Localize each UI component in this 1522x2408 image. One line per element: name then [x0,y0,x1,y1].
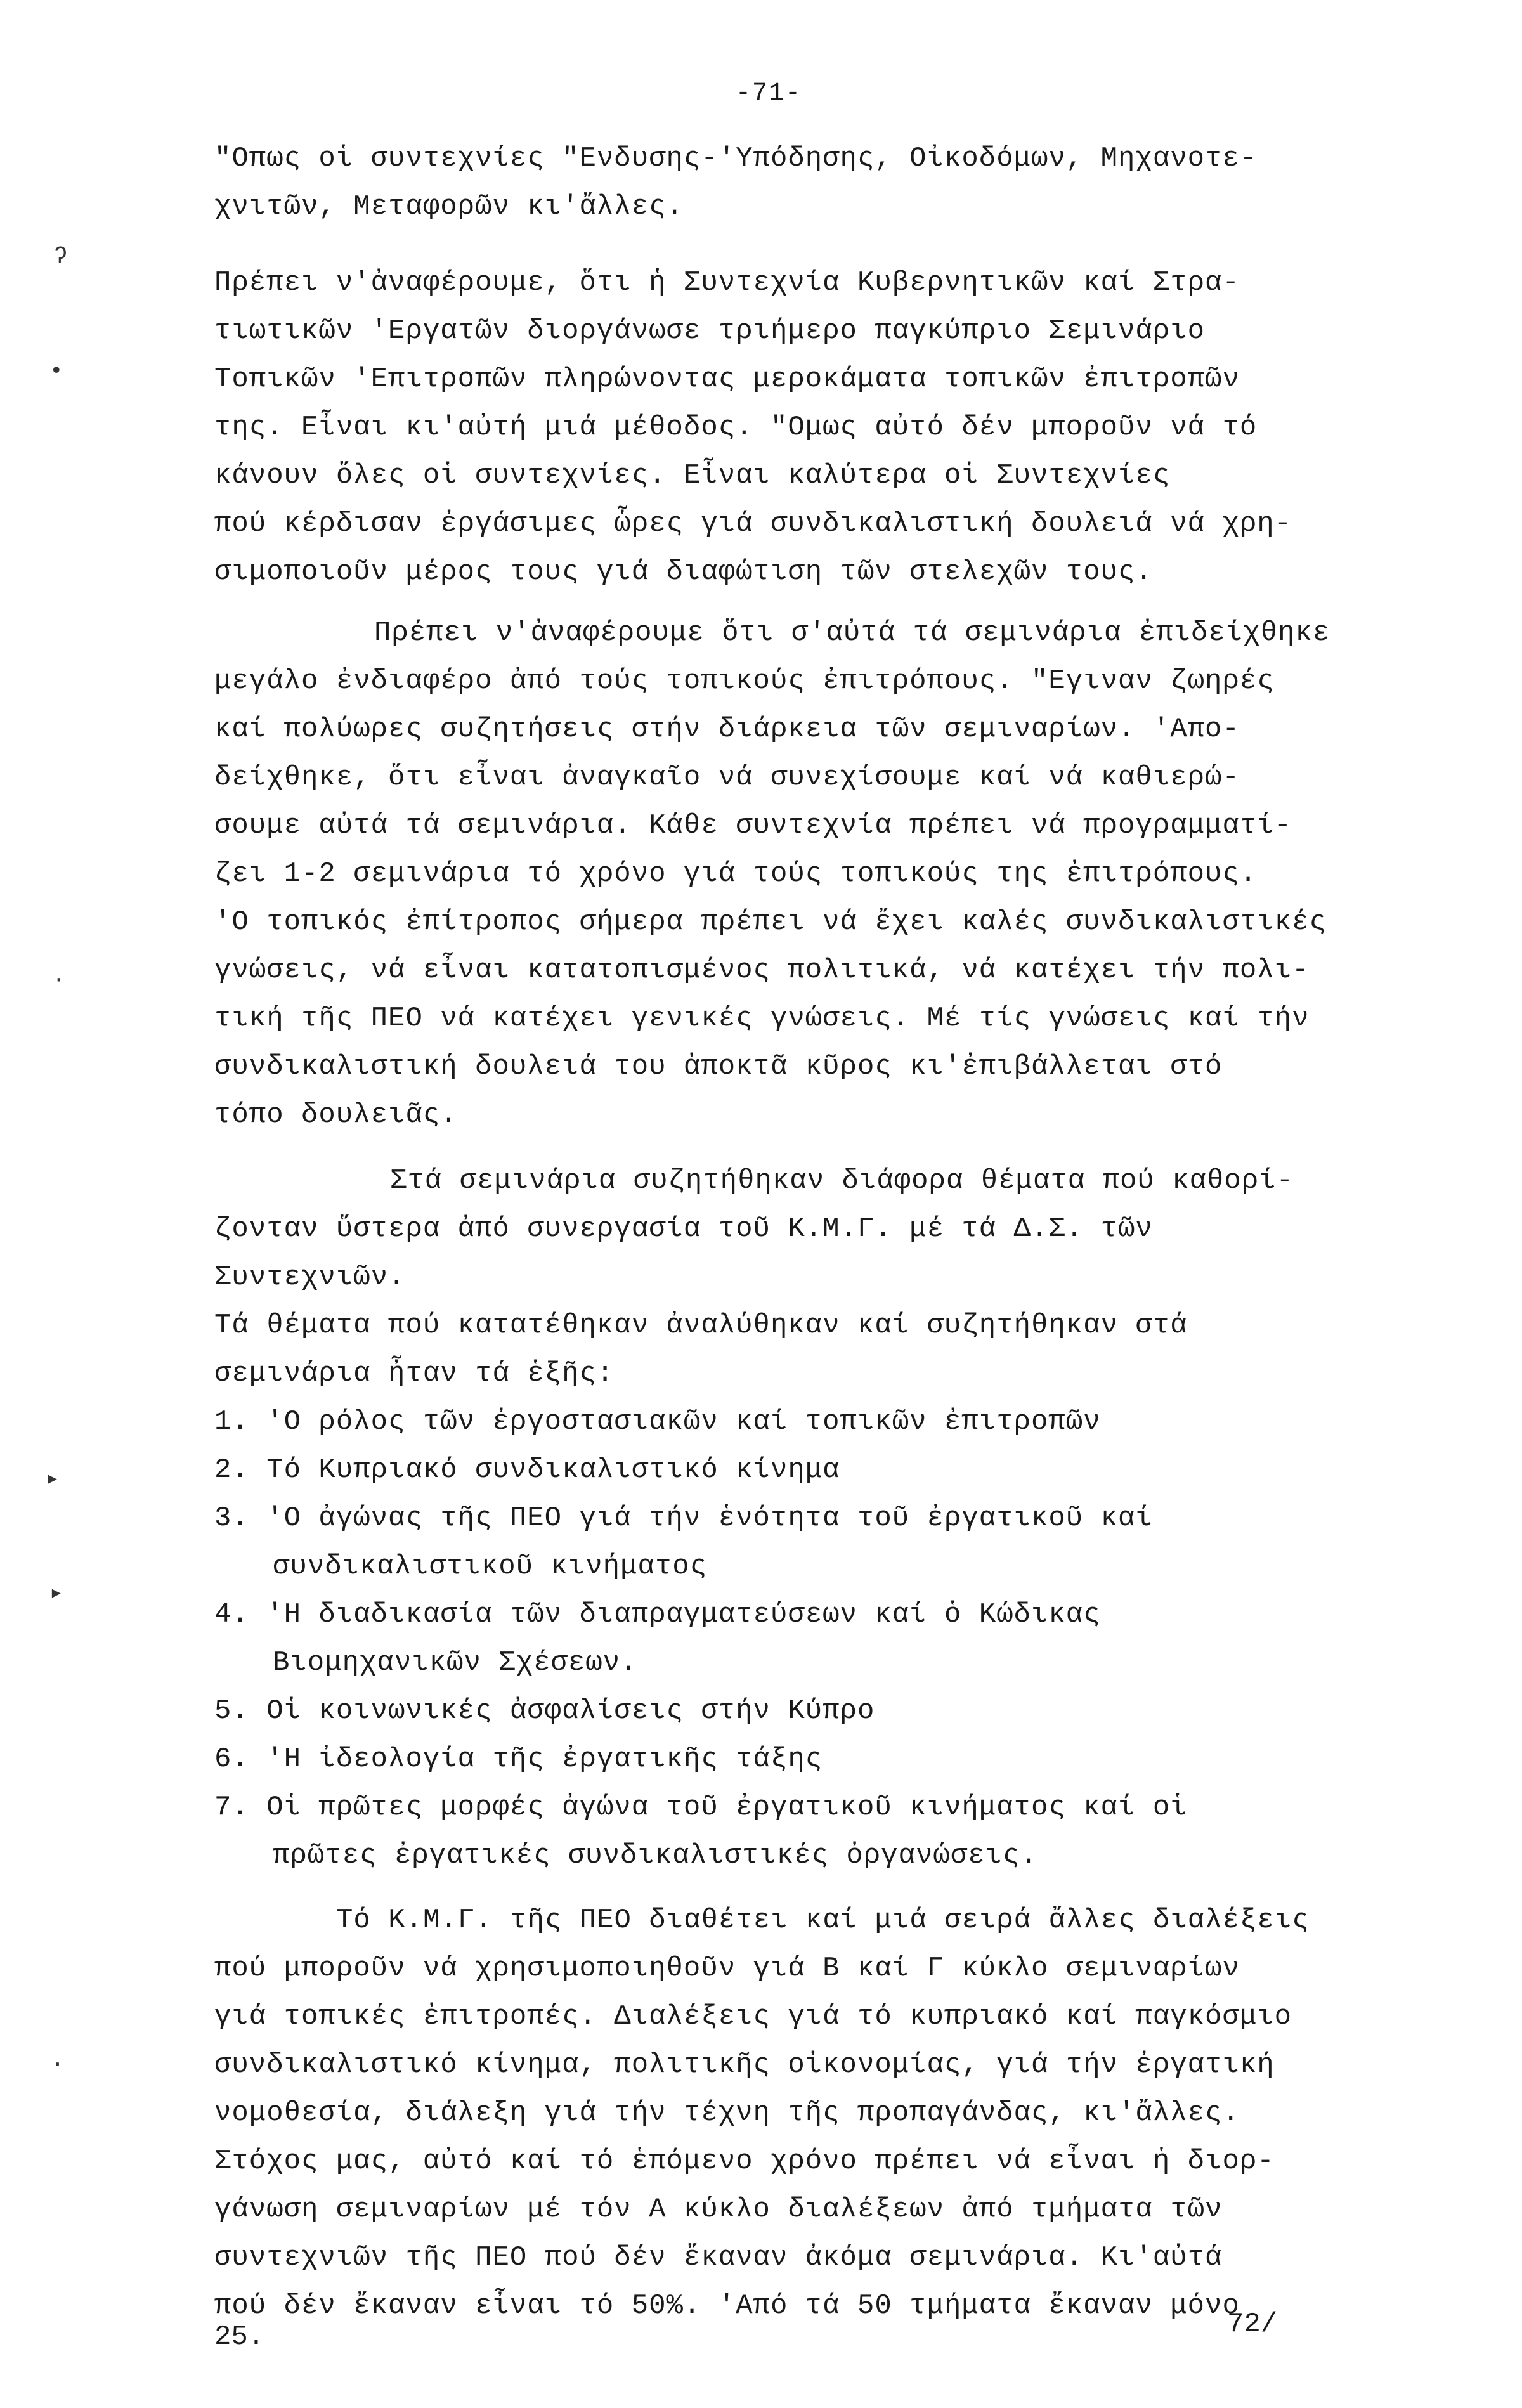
text-line: Τά θέματα πού κατατέθηκαν ἀναλύθηκαν καί συζητήθηκαν στά [214,1310,1188,1341]
text-line: γιά τοπικές ἐπιτροπές. Διαλέξεις γιά τό κυπριακό καί παγκόσμιο [214,2001,1292,2033]
text-line: συνδικαλιστική δουλειά του ἀποκτᾶ κῦρος κι'ἐπιβάλλεται στό [214,1051,1223,1083]
text-line: Τό Κ.Μ.Γ. τῆς ΠΕΟ διαθέτει καί μιά σειρά ἄλλες διαλέξεις [336,1904,1310,1936]
text-line: "Οπως οἱ συντεχνίες "Ενδυσης-'Υπόδησης, Οἰκοδόμων, Μηχανοτε- [214,143,1258,174]
scan-mark: · [51,2052,65,2078]
text-line: Πρέπει ν'ἀναφέρουμε, ὅτι ἡ Συντεχνία Κυβερνητικῶν καί Στρα- [214,267,1240,299]
list-item-continuation: πρῶτες ἐργατικές συνδικαλιστικές ὀργανώσεις. [273,1840,1037,1871]
text-line: σουμε αὐτά τά σεμινάρια. Κάθε συντεχνία πρέπει νά προγραμματί- [214,810,1292,842]
text-line: μεγάλο ἐνδιαφέρο ἀπό τούς τοπικούς ἐπιτρόπους. "Εγιναν ζωηρές [214,665,1275,697]
list-item: 4. 'Η διαδικασία τῶν διαπραγματεύσεων καί ὁ Κώδικας [214,1599,1101,1630]
list-item: 6. 'Η ἰδεολογία τῆς ἐργατικῆς τάξης [214,1743,823,1775]
scan-mark: ▸ [49,1580,63,1606]
text-line: Στά σεμινάρια συζητήθηκαν διάφορα θέματα πού καθορί- [390,1165,1294,1197]
text-line: γάνωση σεμιναρίων μέ τόν Α κύκλο διαλέξεων ἀπό τμήματα τῶν [214,2194,1223,2225]
scan-mark: ▸ [46,1466,60,1492]
list-item: 7. Οἱ πρῶτες μορφές ἀγώνα τοῦ ἐργατικοῦ κινήματος καί οἱ [214,1792,1188,1823]
list-item-continuation: Βιομηχανικῶν Σχέσεων. [273,1647,638,1679]
text-line: συνδικαλιστικό κίνημα, πολιτικῆς οἰκονομίας, γιά τήν ἐργατική [214,2049,1275,2081]
text-line: δείχθηκε, ὅτι εἶναι ἀναγκαῖο νά συνεχίσουμε καί νά καθιερώ- [214,762,1240,793]
text-line: Συντεχνιῶν. [214,1261,406,1293]
list-item: 5. Οἱ κοινωνικές ἀσφαλίσεις στήν Κύπρο [214,1695,875,1727]
text-line: καί πολύωρες συζητήσεις στήν διάρκεια τῶν σεμιναρίων. 'Απο- [214,713,1240,745]
text-line: Πρέπει ν'ἀναφέρουμε ὅτι σ'αὐτά τά σεμινάρια ἐπιδείχθηκε [374,617,1330,649]
text-line: 'Ο τοπικός ἐπίτροπος σήμερα πρέπει νά ἔχει καλές συνδικαλιστικές [214,906,1327,938]
list-item: 3. 'Ο ἀγώνας τῆς ΠΕΟ γιά τήν ἑνότητα τοῦ ἐργατικοῦ καί [214,1502,1153,1534]
page-number: -71- [736,79,802,108]
list-item: 1. 'Ο ρόλος τῶν ἐργοστασιακῶν καί τοπικῶν ἐπιτροπῶν [214,1406,1101,1438]
text-line: γνώσεις, νά εἶναι κατατοπισμένος πολιτικά, νά κατέχει τήν πολι- [214,954,1310,986]
text-line: τική τῆς ΠΕΟ νά κατέχει γενικές γνώσεις. Μέ τίς γνώσεις καί τήν [214,1003,1310,1034]
text-line: σιμοποιοῦν μέρος τους γιά διαφώτιση τῶν στελεχῶν τους. [214,556,1153,588]
text-line: ζει 1-2 σεμινάρια τό χρόνο γιά τούς τοπικούς της ἐπιτρόπους. [214,858,1258,890]
text-line: πού μποροῦν νά χρησιμοποιηθοῦν γιά Β καί Γ κύκλο σεμιναρίων [214,1953,1240,1984]
footer-continuation-number: 25. [214,2321,265,2353]
text-line: τιωτικῶν 'Εργατῶν διοργάνωσε τριήμερο παγκύπριο Σεμινάριο [214,315,1206,347]
text-line: της. Εἶναι κι'αὐτή μιά μέθοδος. "Ομως αὐτό δέν μποροῦν νά τό [214,412,1258,443]
text-line: ζονταν ὕστερα ἀπό συνεργασία τοῦ Κ.Μ.Γ. μέ τά Δ.Σ. τῶν [214,1213,1153,1245]
list-item-continuation: συνδικαλιστικοῦ κινήματος [273,1551,708,1582]
text-line: σεμινάρια ἦταν τά ἑξῆς: [214,1358,615,1389]
next-page-indicator: 72/ [1227,2308,1278,2340]
scan-mark: • [49,358,63,384]
list-item: 2. Τό Κυπριακό συνδικαλιστικό κίνημα [214,1454,840,1486]
text-line: νομοθεσία, διάλεξη γιά τήν τέχνη τῆς προπαγάνδας, κι'ἄλλες. [214,2097,1240,2129]
text-line: πού δέν ἔκαναν εἶναι τό 50%. 'Από τά 50 τμήματα ἔκαναν μόνο [214,2290,1240,2322]
text-line: κάνουν ὅλες οἱ συντεχνίες. Εἶναι καλύτερα οἱ Συντεχνίες [214,460,1171,491]
text-line: συντεχνιῶν τῆς ΠΕΟ πού δέν ἔκαναν ἀκόμα σεμινάρια. Κι'αὐτά [214,2242,1223,2274]
scan-mark: ʔ [54,244,68,270]
text-line: Στόχος μας, αὐτό καί τό ἑπόμενο χρόνο πρέπει νά εἶναι ἡ διορ- [214,2145,1275,2177]
text-line: τόπο δουλειᾶς. [214,1099,458,1131]
text-line: πού κέρδισαν ἐργάσιμες ὧρες γιά συνδικαλιστική δουλειά νά χρη- [214,508,1292,540]
text-line: Τοπικῶν 'Επιτροπῶν πληρώνοντας μεροκάματα τοπικῶν ἐπιτροπῶν [214,363,1240,395]
scan-mark: · [52,967,66,993]
text-line: χνιτῶν, Μεταφορῶν κι'ἄλλες. [214,191,684,223]
